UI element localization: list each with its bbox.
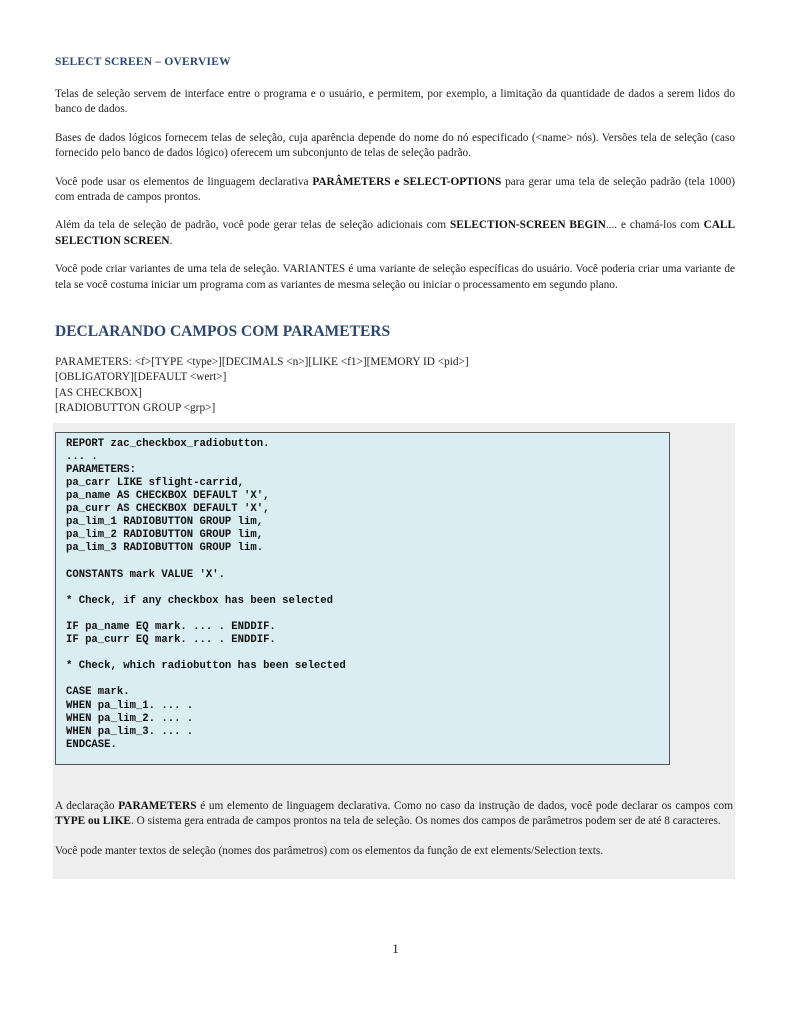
parameters-syntax	[55, 355, 735, 417]
section-heading-parameters: DECLARANDO CAMPOS COM PARAMETERS	[55, 323, 391, 341]
text-run: .... e chamá-los com	[605, 219, 704, 232]
code-line: pa_lim_2 RADIOBUTTON GROUP lim,	[66, 529, 264, 542]
overview-paragraph	[55, 87, 735, 118]
text-run: Telas de seleção servem de interface entre o programa e o usuário, e permitem, por exemplo, a limitação da quantidade de dados a serem lidos do banco de dados.	[55, 88, 735, 116]
code-line	[66, 673, 659, 686]
text-run: A declaração	[55, 799, 119, 812]
bold-keyword: PARÂMETERS e SELECT-OPTIONS	[312, 175, 502, 188]
code-line: * Check, if any checkbox has been selected	[66, 594, 334, 607]
explanation-paragraph	[55, 799, 733, 830]
code-line	[66, 647, 659, 660]
example-panel	[53, 423, 735, 879]
code-line: WHEN pa_lim_3. ... .	[66, 725, 194, 738]
code-line: REPORT zac_checkbox_radiobutton.	[66, 437, 270, 450]
document-page	[55, 56, 735, 879]
text-run: Você pode manter textos de seleção (nomes dos parâmetros) com os elementos da função de ext elements/Selection texts.	[55, 844, 604, 857]
overview-paragraph	[55, 175, 735, 206]
syntax-line: PARAMETERS: <f>[TYPE <type>][DECIMALS <n>][LIKE <f1>][MEMORY ID <pid>]	[55, 356, 469, 369]
explanation-paragraph	[55, 844, 733, 859]
syntax-line: [OBLIGATORY][DEFAULT <wert>]	[55, 371, 227, 384]
code-line: PARAMETERS:	[66, 463, 136, 476]
overview-paragraph	[55, 218, 735, 249]
code-line: * Check, which radiobutton has been selected	[66, 660, 346, 673]
bold-keyword: PARAMETERS	[118, 799, 197, 812]
code-line: CASE mark.	[66, 686, 130, 699]
code-line: pa_name AS CHECKBOX DEFAULT 'X',	[66, 490, 270, 503]
code-line: ... .	[66, 450, 98, 463]
overview-paragraph	[55, 131, 735, 162]
text-run: .	[169, 234, 173, 247]
syntax-line: [AS CHECKBOX]	[55, 386, 142, 399]
text-run: é um elemento de linguagem declarativa. Como no caso da instrução de dados, você pode declarar os campos com	[196, 799, 733, 812]
code-line: IF pa_name EQ mark. ... . ENDDIF.	[66, 621, 276, 633]
code-line: pa_carr LIKE sflight-carrid,	[66, 476, 245, 489]
overview-paragraphs	[55, 87, 735, 293]
explanation-paragraphs	[53, 765, 735, 859]
bold-keyword: SELECTION-SCREEN BEGIN	[450, 219, 606, 232]
code-line: WHEN pa_lim_2. ... .	[66, 712, 194, 725]
section-heading-overview: SELECT SCREEN – OVERVIEW	[55, 56, 231, 68]
syntax-line: [RADIOBUTTON GROUP <grp>]	[55, 402, 216, 415]
text-run: Além da tela de seleção de padrão, você pode gerar telas de seleção adicionais com	[55, 219, 450, 232]
text-run: Você pode usar os elementos de linguagem declarativa	[55, 175, 313, 188]
overview-paragraph	[55, 262, 735, 293]
bold-keyword: CALL SELECTION SCREEN	[55, 219, 735, 247]
text-run: . O sistema gera entrada de campos prontos na tela de seleção. Os nomes dos campos de parâmetros podem ser de até 8 caracteres.	[130, 815, 721, 828]
code-line: pa_lim_3 RADIOBUTTON GROUP lim.	[66, 542, 264, 555]
code-line: pa_curr AS CHECKBOX DEFAULT 'X',	[66, 503, 270, 516]
code-line: WHEN pa_lim_1. ... .	[66, 699, 194, 712]
page-number: 1	[392, 941, 399, 956]
code-line	[66, 556, 659, 569]
code-listing	[55, 432, 670, 765]
code-line: IF pa_curr EQ mark. ... . ENDDIF.	[66, 634, 276, 647]
code-line: ENDCASE.	[66, 738, 117, 751]
text-run: Você pode criar variantes de uma tela de seleção. VARIANTES é uma variante de seleção específicas do usuário. Você poderia criar uma variante de tela se você costuma iniciar um programa com as variantes de mesma seleção ou iniciar o processamento em segundo plano.	[55, 263, 735, 291]
text-run: para gerar uma tela de seleção padrão (tela 1000) com entrada de campos prontos.	[55, 175, 735, 204]
code-line: pa_lim_1 RADIOBUTTON GROUP lim,	[66, 516, 264, 529]
code-line	[66, 582, 659, 595]
code-line	[66, 608, 659, 621]
bold-keyword: TYPE ou LIKE	[55, 815, 131, 828]
code-line: CONSTANTS mark VALUE 'X'.	[66, 568, 225, 581]
text-run: Bases de dados lógicos fornecem telas de seleção, cuja aparência depende do nome do nó especificado (<name> nós). Versões tela de seleção (caso fornecido pelo banco de dados lógico) oferecem um subconjunto de telas de seleção padrão.	[55, 131, 735, 160]
